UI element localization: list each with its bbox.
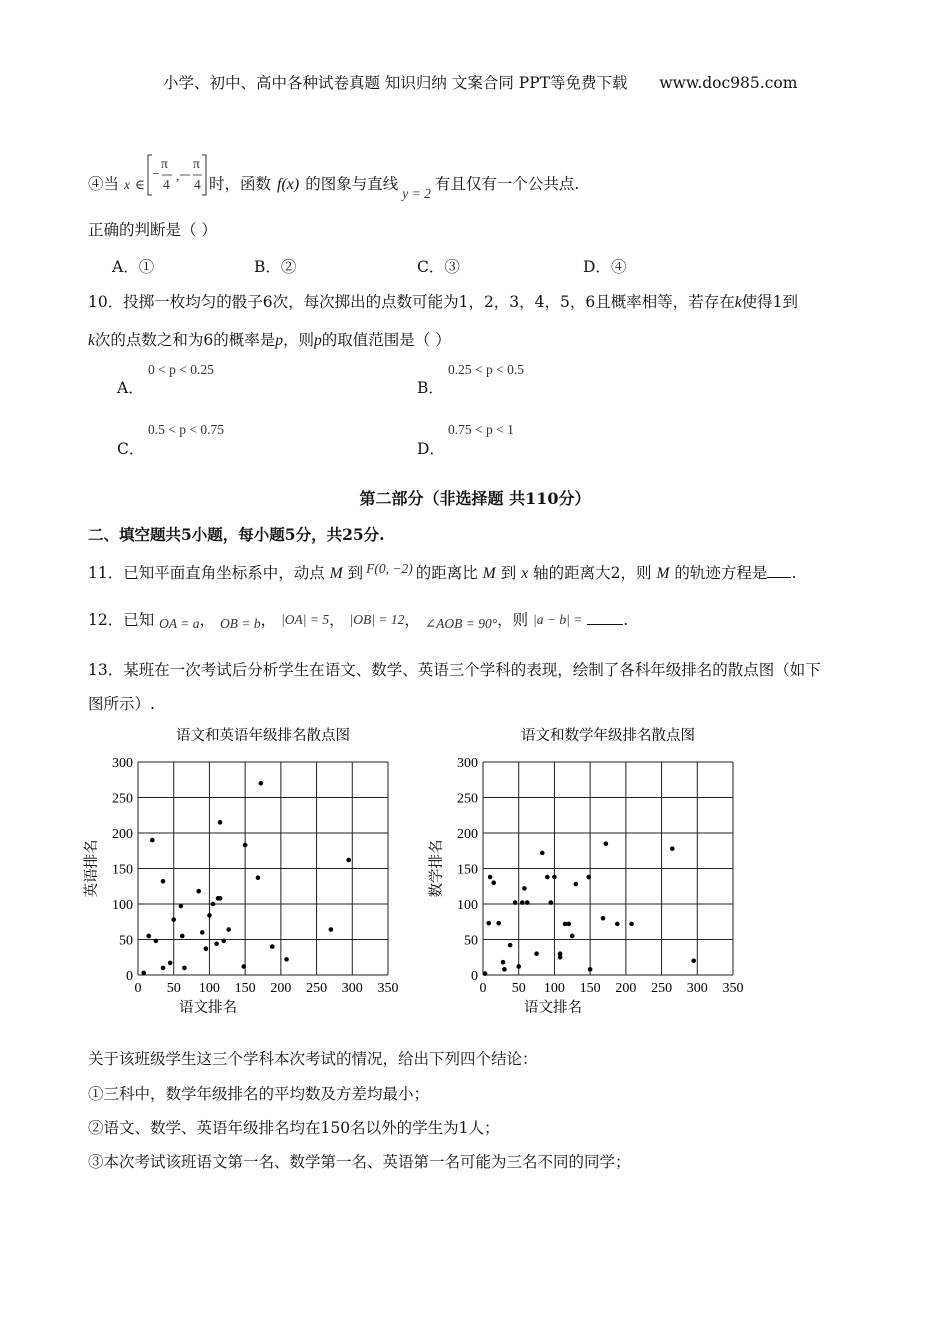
y-tick-label: 150 <box>112 862 133 878</box>
scatter-chart-chinese-english <box>80 720 410 1020</box>
q10-k: k <box>734 294 742 311</box>
data-point <box>200 930 205 935</box>
y-tick-label: 50 <box>464 933 478 949</box>
y-tick-label: 200 <box>112 827 133 842</box>
q13-line2: 图所示）. <box>88 695 155 713</box>
q12-answer-blank[interactable] <box>587 610 623 625</box>
page-header <box>163 71 797 93</box>
x-tick-label: 100 <box>198 981 220 996</box>
x-tick-label: 300 <box>686 981 708 996</box>
data-point <box>520 900 525 905</box>
q11-point-f: F(0, −2) <box>366 561 413 576</box>
q12-diff: |a − b| = <box>533 612 583 627</box>
chart-title: 语文和英语年级排名散点图 <box>176 728 350 744</box>
x-tick-label: 350 <box>377 981 399 996</box>
conclusion-1: ①三科中，数学年级排名的平均数及方差均最小； <box>88 1085 430 1103</box>
q9-item4 <box>88 172 145 194</box>
y-tick-label: 0 <box>126 969 133 984</box>
data-point <box>171 917 176 922</box>
data-point <box>214 941 219 946</box>
data-point <box>483 971 488 976</box>
data-point <box>218 896 223 901</box>
part2-title: 第二部分（非选择题 共110分） <box>359 489 591 508</box>
y-tick-label: 150 <box>457 862 478 878</box>
q9-interval: − π 4 , π 4 <box>146 152 208 198</box>
x-tick-label: 0 <box>479 981 487 996</box>
conclusion-2: ②语文、数学、英语年级排名均在150名以外的学生为1人； <box>88 1119 500 1137</box>
data-point <box>221 939 226 944</box>
data-point <box>196 889 201 894</box>
q12-abs-ob: |OB| = 12 <box>349 612 405 627</box>
q10-p: p <box>275 332 284 349</box>
data-point <box>496 921 501 926</box>
q10-option-a-label[interactable]: A． <box>117 379 144 397</box>
q9-interval-pi-right: π <box>193 156 200 171</box>
header-url[interactable]: www.doc985.com <box>659 74 798 92</box>
q10-line1: 10．投掷一枚均匀的骰子6次，每次掷出的点数可能为1，2，3，4，5，6且概率相等，若存在k使得1到 <box>88 293 799 311</box>
header-text: 小学、初中、高中各种试卷真题 知识归纳 文案合同 PPT等免费下载 <box>163 74 628 92</box>
data-point <box>168 961 173 966</box>
x-axis-label: 语文排名 <box>524 1000 582 1016</box>
q9-option-c[interactable]: C．③ <box>417 258 460 276</box>
data-point <box>207 913 212 918</box>
y-axis-label: 英语排名 <box>84 839 100 898</box>
data-point <box>241 964 246 969</box>
q9-item4-prefix: ④当 <box>88 175 120 193</box>
q12-angle: ∠AOB = 90° <box>424 616 498 631</box>
q10-option-b-value: 0.25 < p < 0.5 <box>448 362 524 377</box>
data-point <box>146 934 151 939</box>
q10-line2: k次的点数之和为6的概率是p，则p的取值范围是（ ） <box>88 331 451 349</box>
data-point <box>161 966 166 971</box>
conclusion-3: ③本次考试该班语文第一名、数学第一名、英语第一名可能为三名不同的同学； <box>88 1153 631 1171</box>
chart-title: 语文和数学年级排名散点图 <box>521 728 695 744</box>
y-tick-label: 100 <box>112 898 133 913</box>
q10-option-c-value: 0.5 < p < 0.75 <box>148 422 224 437</box>
data-point <box>513 900 518 905</box>
x-tick-label: 300 <box>341 981 363 996</box>
y-tick-label: 100 <box>457 898 478 913</box>
x-tick-label: 350 <box>722 981 744 996</box>
q9-interval-four-left: 4 <box>163 177 170 192</box>
data-point <box>534 951 539 956</box>
data-point <box>256 875 261 880</box>
x-axis-label: 语文排名 <box>179 1000 237 1016</box>
data-point <box>161 879 166 884</box>
q9-interval-minus: − <box>152 166 160 181</box>
x-tick-label: 150 <box>234 981 256 996</box>
q11: 11．已知平面直角坐标系中，动点 M 到 F(0, −2) 的距离比 M 到 x 轴的距离大2，则 M 的轨迹方程是 . <box>88 561 797 582</box>
x-tick-label: 100 <box>543 981 565 996</box>
q9-item4-mid: 时，函数 <box>209 175 272 193</box>
data-point <box>270 944 275 949</box>
x-tick-label: 150 <box>579 981 601 996</box>
q11-answer-blank[interactable] <box>767 563 791 578</box>
y-tick-label: 0 <box>471 969 478 984</box>
q12-abs-oa: |OA| = 5 <box>281 612 330 627</box>
q9-option-d[interactable]: D．④ <box>583 258 627 276</box>
data-point <box>588 967 593 972</box>
q9-option-b[interactable]: B．② <box>254 258 297 276</box>
data-point <box>670 846 675 851</box>
y-tick-label: 250 <box>457 791 478 807</box>
data-point <box>243 843 248 848</box>
q9-item4-rest <box>209 172 580 201</box>
x-tick-label: 200 <box>270 981 292 996</box>
data-point <box>552 875 557 880</box>
data-point <box>218 820 223 825</box>
q9-item4-mid2: 的图象与直线 <box>305 175 399 193</box>
q12: 12．已知 OA = a， OB = b， |OA| = 5， |OB| = 12， ∠AOB = 90°，则 |a − b| = . <box>88 611 629 631</box>
data-point <box>501 960 506 965</box>
data-point <box>601 916 606 921</box>
data-point <box>211 902 216 907</box>
data-point <box>259 781 264 786</box>
data-point <box>574 882 579 887</box>
data-point <box>558 951 563 956</box>
q10-option-a-value: 0 < p < 0.25 <box>148 362 214 377</box>
data-point <box>522 886 527 891</box>
q10-option-c-label[interactable]: C． <box>117 440 145 458</box>
data-point <box>540 851 545 856</box>
data-point <box>284 957 289 962</box>
data-point <box>629 922 634 927</box>
data-point <box>180 934 185 939</box>
data-point <box>691 959 696 964</box>
data-point <box>486 921 491 926</box>
q9-item4-x: x <box>123 177 130 192</box>
data-point <box>154 939 159 944</box>
q9-item4-fx: f(x) <box>277 176 300 193</box>
conclusions-intro: 关于该班级学生这三个学科本次考试的情况，给出下列四个结论： <box>88 1050 538 1068</box>
y-tick-label: 50 <box>119 933 133 949</box>
q9-item4-in: ∈ <box>134 177 145 192</box>
data-point <box>182 966 187 971</box>
data-point <box>179 904 184 909</box>
scatter-chart-chinese-math <box>425 720 755 1020</box>
data-point <box>508 943 513 948</box>
x-tick-label: 50 <box>166 981 181 996</box>
data-point <box>525 900 530 905</box>
data-point <box>604 841 609 846</box>
y-axis-label: 数学排名 <box>429 839 445 898</box>
data-point <box>491 880 496 885</box>
q12-oa: OA = a <box>159 616 200 631</box>
x-tick-label: 250 <box>651 981 673 996</box>
x-tick-label: 50 <box>511 981 526 996</box>
x-tick-label: 0 <box>134 981 142 996</box>
q10-option-d-value: 0.75 < p < 1 <box>448 422 514 437</box>
data-point <box>549 900 554 905</box>
q9-item4-line: y = 2 <box>402 186 431 201</box>
data-point <box>346 858 351 863</box>
section2-title: 二、填空题共5小题，每小题5分，共25分. <box>88 525 385 544</box>
data-point <box>204 946 209 951</box>
data-point <box>329 927 334 932</box>
data-point <box>586 875 591 880</box>
data-point <box>566 922 571 927</box>
data-point <box>226 927 231 932</box>
y-tick-label: 300 <box>112 756 133 771</box>
data-point <box>570 934 575 939</box>
data-point <box>150 838 155 843</box>
y-tick-label: 200 <box>457 827 478 842</box>
y-tick-label: 300 <box>457 756 478 771</box>
q9-interval-pi-left: π <box>161 156 168 171</box>
data-point <box>545 875 550 880</box>
q9-ask: 正确的判断是（ ） <box>88 221 217 239</box>
data-point <box>516 964 521 969</box>
q12-ob: OB = b <box>220 616 261 631</box>
data-point <box>615 922 620 927</box>
q10-option-b-label[interactable]: B． <box>417 379 444 397</box>
q9-option-a[interactable]: A．① <box>112 258 155 276</box>
data-point <box>502 967 507 972</box>
q9-item4-end: 有且仅有一个公共点. <box>434 175 580 193</box>
q9-interval-four-right: 4 <box>194 177 201 192</box>
data-point <box>488 875 493 880</box>
x-tick-label: 250 <box>306 981 328 996</box>
q13-line1: 13．某班在一次考试后分析学生在语文、数学、英语三个学科的表现，绘制了各科年级排名的散点图（如下 <box>88 661 821 679</box>
data-point <box>141 971 146 976</box>
x-tick-label: 200 <box>615 981 637 996</box>
q10-option-d-label[interactable]: D． <box>417 440 445 458</box>
y-tick-label: 250 <box>112 791 133 807</box>
